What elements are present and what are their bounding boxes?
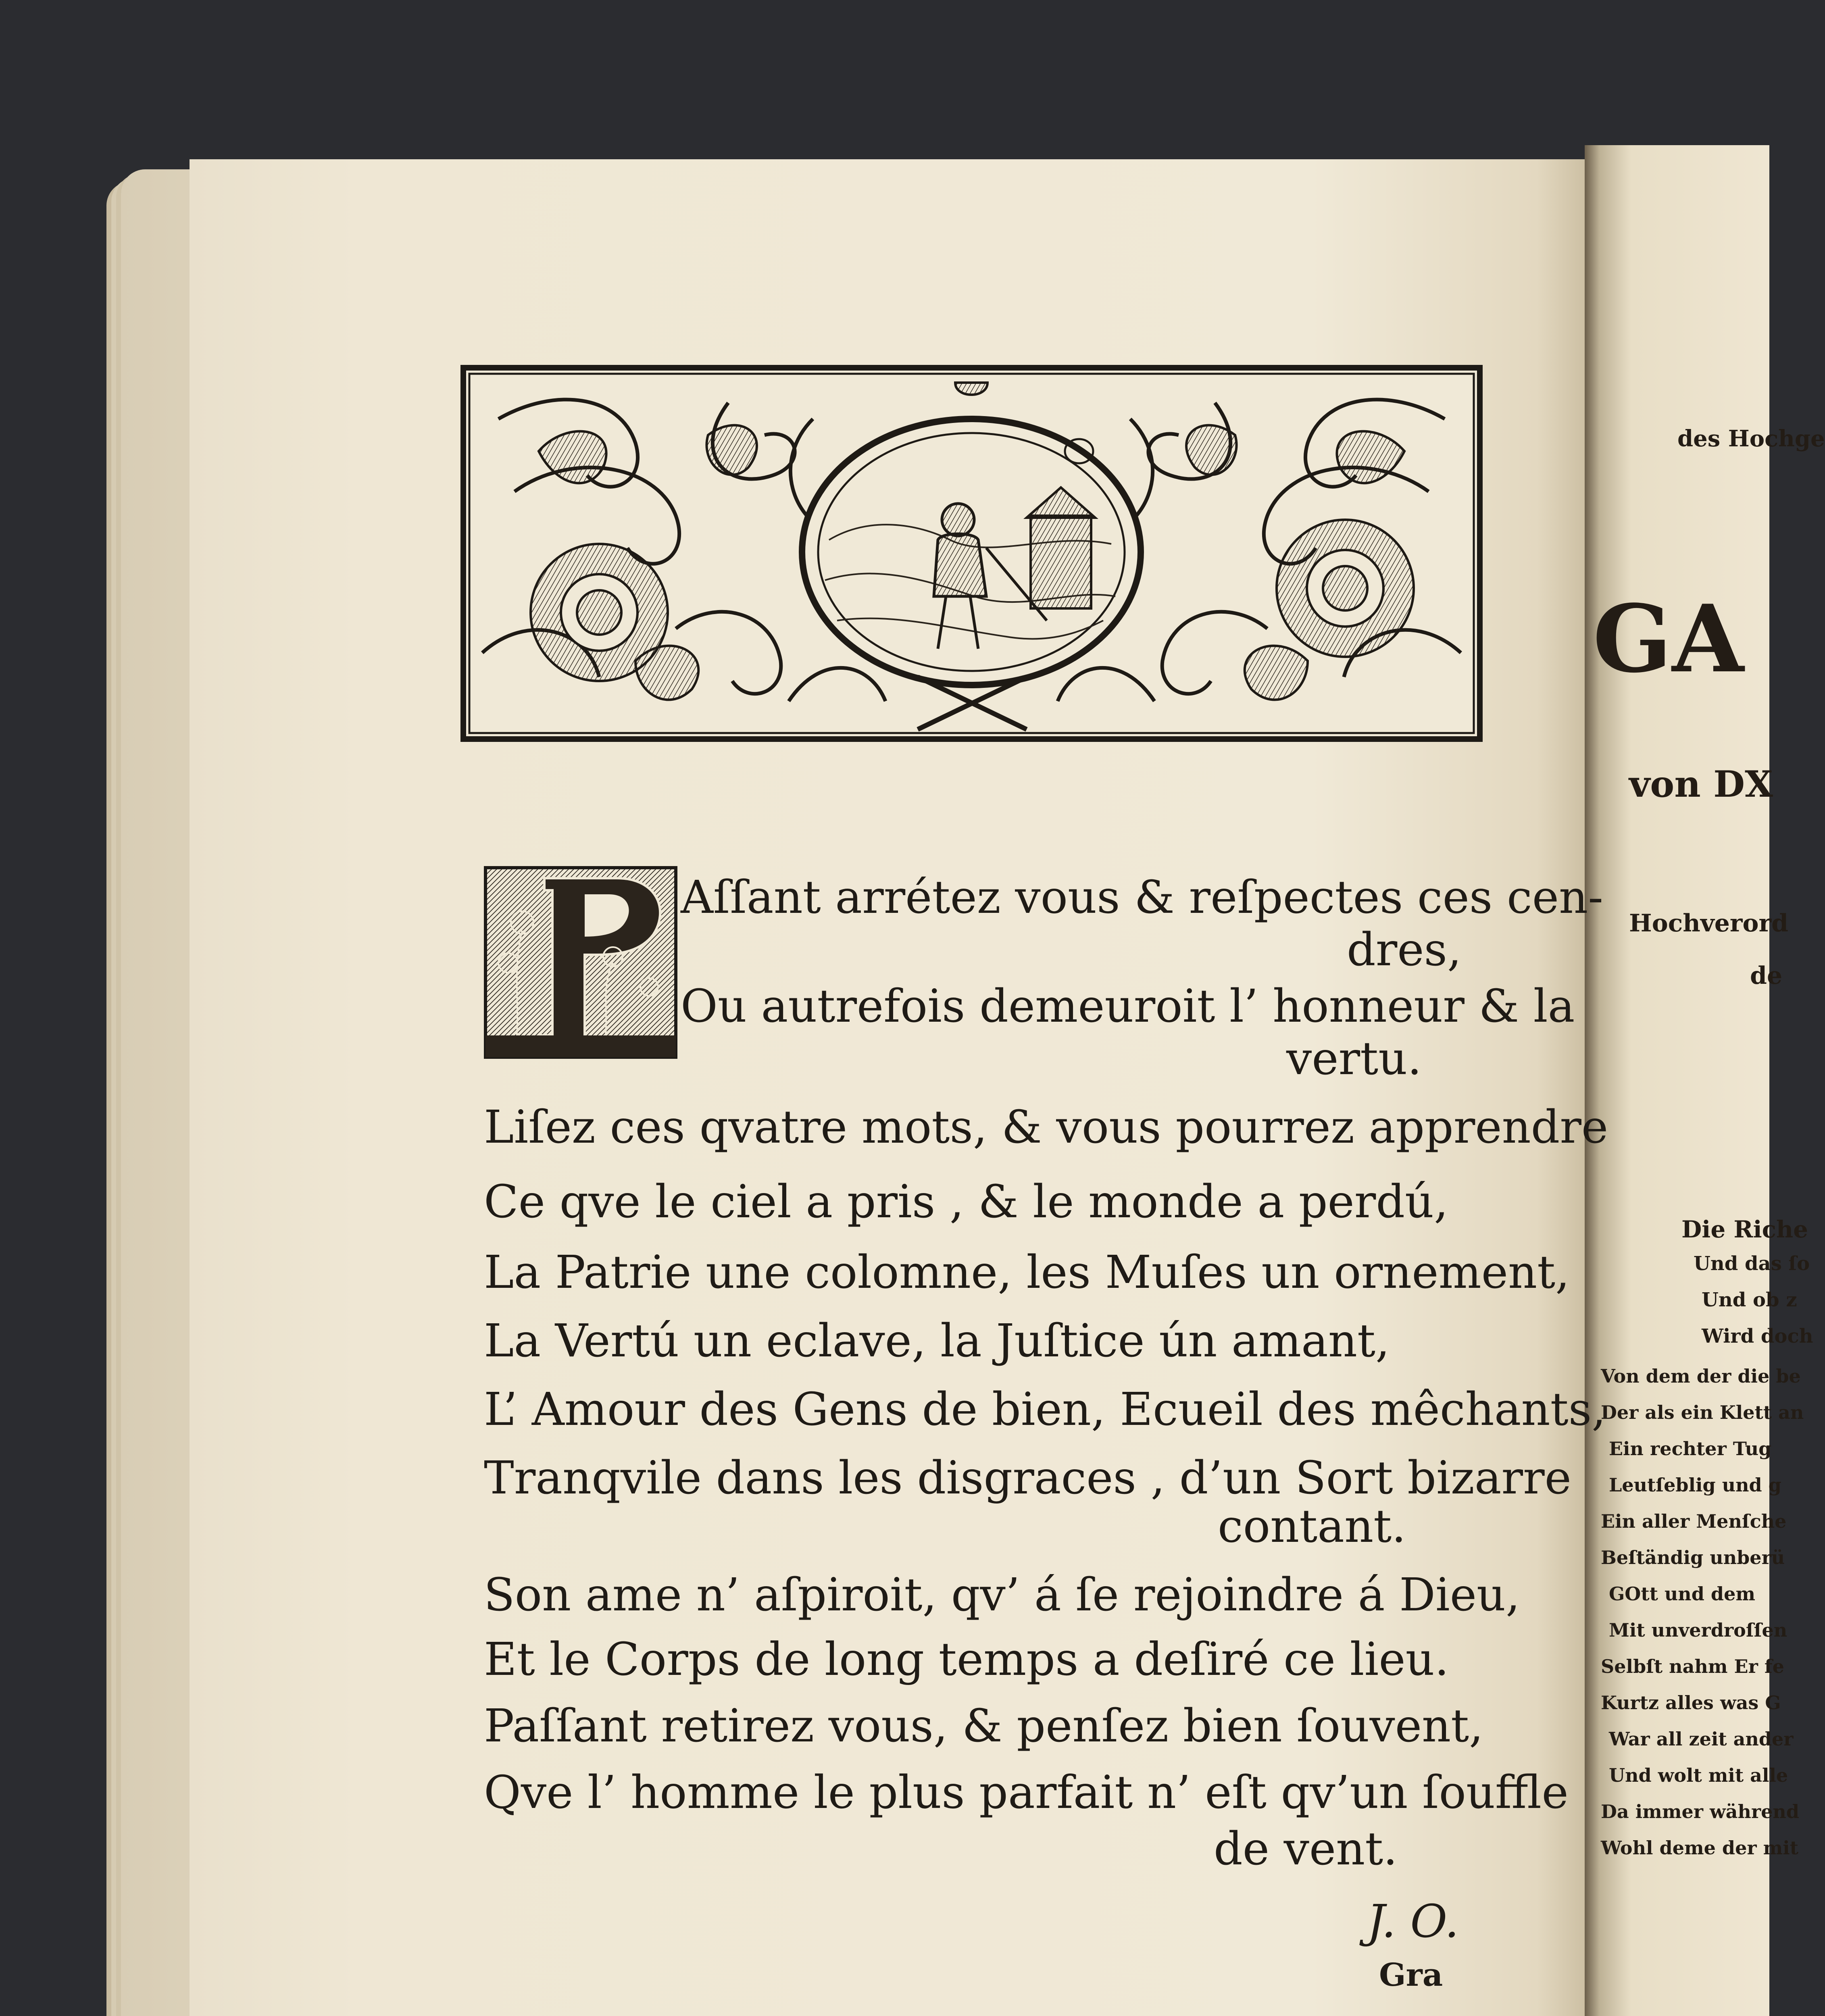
poem-line: Qve l’ homme le plus parfait n’ eſt qv’un ſouffle	[484, 1766, 1569, 1819]
facing-page-line: de	[1750, 962, 1783, 990]
facing-page-line: Wird doch	[1702, 1325, 1813, 1347]
poem-line: Et le Corps de long temps a deſiré ce lieu.	[484, 1633, 1449, 1686]
facing-page-line: Selbſt nahm Er fe	[1601, 1656, 1784, 1677]
facing-page-line: des Hochge	[1677, 425, 1825, 452]
facing-page-line: Beſtändig unberü	[1601, 1547, 1785, 1568]
poem-line: Son ame n’ aſpiroit, qv’ á ſe rejoindre á Dieu,	[484, 1569, 1520, 1621]
poem-line: Tranqvile dans les disgraces , d’un Sort bizarre	[484, 1452, 1571, 1504]
facing-page-line: Von dem der die be	[1601, 1365, 1801, 1387]
facing-page-line: Der als ein Klett an	[1601, 1402, 1804, 1423]
poem-line: La Vertú un eclave, la Juſtice ún amant,	[484, 1315, 1390, 1367]
facing-page-line: Wohl deme der mit	[1601, 1837, 1798, 1859]
facing-page-line: Ein aller Menſche	[1601, 1510, 1787, 1532]
facing-page-line: GA	[1593, 585, 1744, 694]
facing-page-line: War all zeit ander	[1609, 1728, 1794, 1750]
poem-line: Ce qve le ciel a pris , & le monde a perdú,	[484, 1176, 1448, 1228]
poem-line: La Patrie une colomne, les Muſes un ornement,	[484, 1246, 1570, 1299]
facing-page-line: Kurtz alles was G	[1601, 1692, 1781, 1714]
poem-line: Ou autrefois demeuroit l’ honneur & la	[681, 980, 1575, 1033]
drop-cap-illustration	[484, 866, 677, 1059]
catchword: Gra	[1379, 1957, 1443, 1993]
poem-line: contant.	[1218, 1500, 1406, 1553]
signature: J. O.	[1367, 1895, 1459, 1948]
poem-line: vertu.	[1286, 1033, 1422, 1085]
ornament-illustration	[466, 371, 1477, 736]
poem-line: Aſſant arrétez vous & reſpectes ces cen-	[681, 871, 1603, 924]
drop-cap-initial	[484, 866, 677, 1059]
facing-page-line: Hochverord	[1629, 909, 1789, 937]
facing-page-line: Und wolt mit alle	[1609, 1764, 1788, 1786]
facing-page-line: GOtt und dem	[1609, 1583, 1756, 1605]
poem-line: de vent.	[1214, 1823, 1398, 1875]
woodcut-header-ornament	[460, 365, 1483, 742]
facing-page-line: Und ob z	[1702, 1289, 1797, 1311]
poem-line: L’ Amour des Gens de bien, Ecueil des mêchants,	[484, 1383, 1606, 1436]
poem-line: Paſſant retirez vous, & penſez bien ſouvent,	[484, 1700, 1483, 1752]
facing-page-line: Leutſeblig und g	[1609, 1474, 1781, 1496]
facing-page-line: Die Riche	[1681, 1216, 1808, 1243]
facing-page-line: Ein rechter Tug	[1609, 1438, 1772, 1460]
facing-page-line: Mit unverdroſſen	[1609, 1619, 1788, 1641]
poem-line: Liſez ces qvatre mots, & vous pourrez apprendre	[484, 1101, 1608, 1154]
facing-page-line: Da immer während	[1601, 1801, 1800, 1822]
facing-page-line: Und das ſo	[1694, 1252, 1810, 1275]
poem-line: dres,	[1347, 924, 1462, 976]
facing-page-line: von DX	[1629, 763, 1773, 806]
